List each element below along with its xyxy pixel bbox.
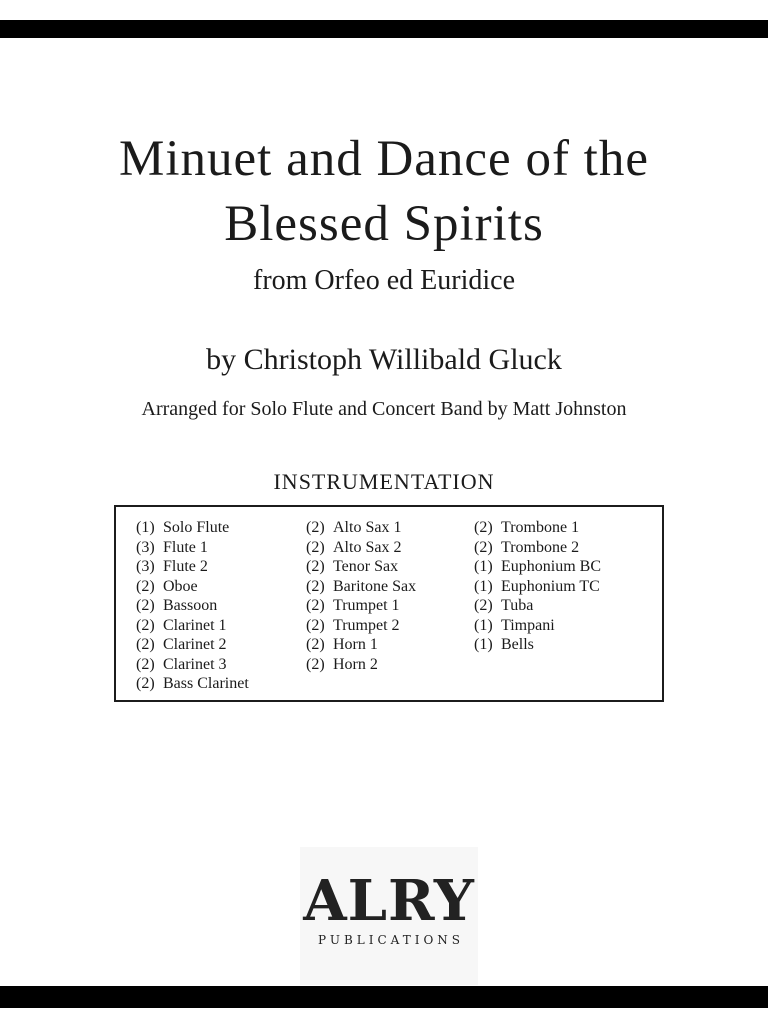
instrument-row [306,538,416,558]
instrument-name: Alto Sax 1 [333,519,402,536]
instrument-row [474,635,601,655]
instrument-name: Tuba [501,597,534,614]
instrument-row [136,616,249,636]
instrument-name: Horn 2 [333,655,378,673]
composer-line: by Christoph Willibald Gluck [206,343,562,376]
publisher-logo [300,847,478,985]
instrument-count: (3) [136,558,155,575]
piece-title [0,127,768,257]
instrument-row [306,635,416,655]
instrumentation-column-1 [136,518,249,694]
instrument-count: (2) [306,538,325,556]
instrument-count: (2) [474,597,493,614]
instrument-row [136,674,249,694]
instrument-row [474,616,601,636]
instrument-row [306,596,416,616]
instrument-name: Trumpet 2 [333,616,400,634]
instrument-name: Euphonium TC [501,577,600,595]
instrument-name: Clarinet 1 [163,616,227,634]
instrument-row [306,577,416,597]
instrument-name: Flute 1 [163,538,208,556]
instrument-count: (2) [306,558,325,575]
subtitle: from Orfeo ed Euridice [253,265,515,296]
instrument-count: (2) [136,577,155,595]
instrument-name: Bass Clarinet [163,675,249,692]
instrument-name: Oboe [163,577,198,595]
instrument-name: Trombone 1 [501,519,580,536]
instrument-count: (1) [474,577,493,595]
instrument-count: (2) [136,616,155,634]
instrument-count: (2) [136,675,155,692]
instrument-count: (2) [306,616,325,634]
instrument-row [306,655,416,675]
instrument-row [136,557,249,577]
instrument-count: (1) [474,558,493,575]
instrument-count: (2) [306,655,325,673]
instrument-row [474,518,601,538]
instrument-count: (2) [474,538,493,556]
instrument-name: Trombone 2 [501,538,580,556]
instrument-name: Bells [501,636,534,653]
instrument-count: (2) [136,597,155,614]
instrumentation-column-2 [306,518,416,674]
instrument-count: (3) [136,538,155,556]
instrument-name: Horn 1 [333,636,378,653]
arrangement-line: Arranged for Solo Flute and Concert Band by Matt Johnston [141,398,627,420]
instrument-count: (1) [474,636,493,653]
instrument-name: Timpani [501,616,555,634]
publisher-tagline: PUBLICATIONS [318,933,464,947]
instrument-row [136,577,249,597]
instrument-row [136,635,249,655]
instrument-row [306,616,416,636]
instrument-name: Baritone Sax [333,577,417,595]
instrument-name: Tenor Sax [333,558,399,575]
instrument-count: (2) [306,519,325,536]
instrument-row [474,596,601,616]
instrument-row [136,518,249,538]
instrument-count: (2) [306,636,325,653]
instrument-row [136,655,249,675]
instrument-name: Bassoon [163,597,218,614]
title-line-1: Minuet and Dance of the [119,131,649,187]
instrument-name: Alto Sax 2 [333,538,402,556]
instrumentation-column-3 [474,518,601,655]
publisher-name: ALRY [303,868,475,934]
instrument-name: Euphonium BC [501,558,602,575]
instrument-name: Flute 2 [163,558,208,575]
instrument-count: (2) [136,636,155,653]
instrument-row [474,557,601,577]
title-line-2: Blessed Spirits [224,196,544,252]
instrument-count: (2) [474,519,493,536]
instrument-row [474,577,601,597]
instrument-count: (2) [306,577,325,595]
instrument-count: (2) [136,655,155,673]
instrument-count: (1) [136,519,155,536]
instrument-count: (2) [306,597,325,614]
instrument-name: Clarinet 3 [163,655,227,673]
top-rule-bar [0,20,768,38]
instrument-name: Solo Flute [163,519,230,536]
instrument-count: (1) [474,616,493,634]
instrumentation-box [114,505,664,702]
instrument-row [136,538,249,558]
instrument-row [474,538,601,558]
instrument-row [306,557,416,577]
instrument-row [136,596,249,616]
instrumentation-heading: INSTRUMENTATION [273,469,495,494]
instrument-name: Clarinet 2 [163,636,227,653]
bottom-rule-bar [0,986,768,1008]
instrument-row [306,518,416,538]
instrument-name: Trumpet 1 [333,597,400,614]
